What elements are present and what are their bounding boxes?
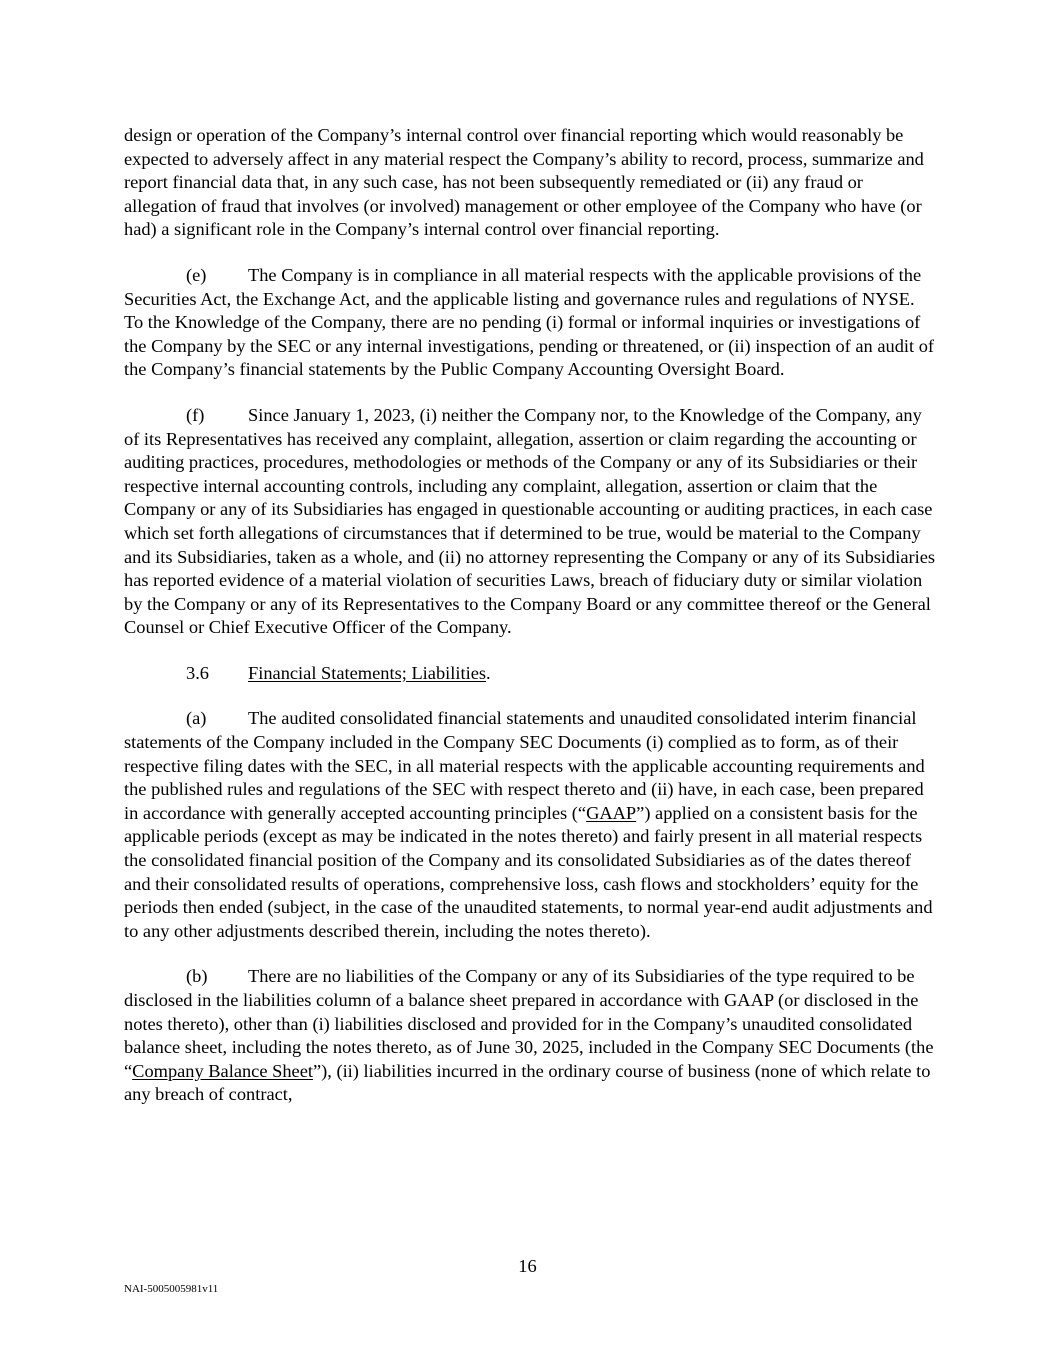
paragraph-a xyxy=(124,707,936,943)
document-id: NAI-5005005981v11 xyxy=(124,1283,219,1295)
paragraph-a-label: (a) xyxy=(186,708,207,729)
paragraph-b xyxy=(124,965,936,1107)
paragraph-b-text-1: There are no liabilities of the Company or any of its Subsidiaries of the type required to be disclosed in the liabilities column of a balance sheet prepared in accordance with GAAP (or disclosed in the notes thereto), other than (i) liabilities disclosed and provided for in the Company’s unaudited consolidated balance sheet, including the notes thereto, as of June 30, 2025, included in the Company SEC Documents (the “ xyxy=(124,966,934,1081)
paragraph-e xyxy=(124,264,936,382)
paragraph-b-text-2: ”), (ii) liabilities incurred in the ordinary course of business (none of which relate to any breach of contract, xyxy=(124,1060,931,1105)
paragraph-a-text-1: The audited consolidated financial statements and unaudited consolidated interim financial statements of the Company included in the Company SEC Documents (i) complied as to form, as of their respective filing dates with the SEC, in all material respects with the applicable accounting requirements and the published rules and regulations of the SEC with respect thereto and (ii) have, in each case, been prepared in accordance with generally accepted accounting principles (“ xyxy=(124,708,925,823)
page-number: 16 xyxy=(518,1256,537,1276)
paragraph-e-text: The Company is in compliance in all material respects with the applicable provisions of the Securities Act, the Exchange Act, and the applicable listing and governance rules and regulations of NYSE. To the Knowledge of the Company, there are no pending (i) formal or informal inquiries or investigations of the Company by the SEC or any internal investigations, pending or threatened, or (ii) inspection of an audit of the Company’s financial statements by the Public Company Accounting Oversight Board. xyxy=(124,264,935,380)
paragraph-e-label: (e) xyxy=(186,264,207,285)
paragraph-f xyxy=(124,404,936,640)
section-heading-3-6 xyxy=(186,662,936,686)
paragraph-f-label: (f) xyxy=(186,404,205,425)
section-title: Financial Statements; Liabilities xyxy=(248,662,487,683)
section-number: 3.6 xyxy=(186,662,209,683)
paragraph-f-text: Since January 1, 2023, (i) neither the Company nor, to the Knowledge of the Company, any of its Representatives has received any complaint, allegation, assertion or claim regarding the accounting or auditing practices, procedures, methodologies or methods of the Company or any of its Subsidiaries or their respective internal accounting controls, including any complaint, allegation, assertion or claim that the Company or any of its Subsidiaries has engaged in questionable accounting or auditing practices, in each case which set forth allegations of circumstances that if determined to be true, would be material to the Company and its Subsidiaries, taken as a whole, and (ii) no attorney representing the Company or any of its Subsidiaries has reported evidence of a material violation of securities Laws, breach of fiduciary duty or similar violation by the Company or any of its Representatives to the Company Board or any committee thereof or the General Counsel or Chief Executive Officer of the Company. xyxy=(124,404,936,638)
section-title-period: . xyxy=(486,662,491,683)
defined-term-gaap: GAAP xyxy=(586,802,637,823)
defined-term-company-balance-sheet: Company Balance Sheet xyxy=(132,1060,313,1081)
paragraph-b-label: (b) xyxy=(186,966,208,987)
document-body xyxy=(124,124,936,1129)
paragraph-d-continuation: design or operation of the Company’s internal control over financial reporting which would reasonably be expected to adversely affect in any material respect the Company’s ability to record, process, summarize and report financial data that, in any such case, has not been subsequently remediated or (ii) any fraud or allegation of fraud that involves (or involved) management or other employee of the Company who have (or had) a significant role in the Company’s internal control over financial reporting. xyxy=(124,125,924,240)
paragraph-a-text-2: ”) applied on a consistent basis for the applicable periods (except as may be indicated in the notes thereto) and fairly present in all material respects the consolidated financial position of the Company and its consolidated Subsidiaries as of the dates thereof and their consolidated results of operations, comprehensive loss, cash flows and stockholders’ equity for the periods then ended (subject, in the case of the unaudited statements, to normal year-end audit adjustments and to any other adjustments described therein, including the notes thereto). xyxy=(124,802,933,941)
